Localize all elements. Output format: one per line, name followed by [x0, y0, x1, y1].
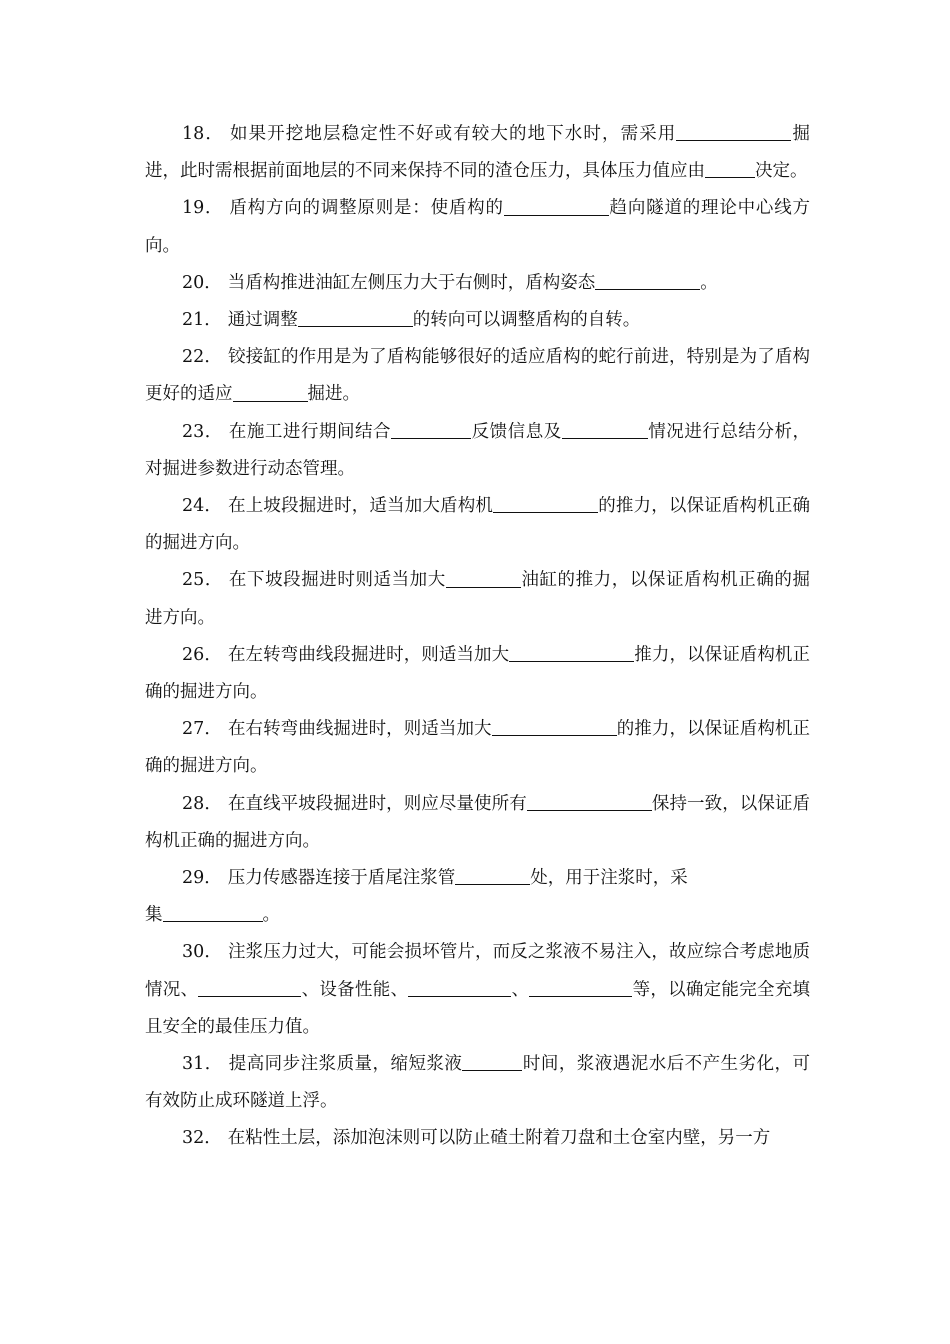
question-18 [145, 116, 810, 190]
question-text: 如果开挖地层稳定性不好或有较大的地下水时，需采用 [229, 124, 677, 144]
question-text: 保持一致，以保证盾构机正确的掘进方向。 [145, 793, 811, 851]
question-23 [145, 414, 810, 488]
answer-blank [492, 718, 617, 737]
answer-blank [198, 978, 301, 997]
answer-blank [233, 383, 308, 402]
question-number: 22． [182, 347, 223, 368]
question-text: 处，用于注浆时，采 [530, 868, 688, 889]
answer-blank [408, 978, 511, 997]
answer-blank [163, 904, 263, 923]
question-text: 趋向隧道的理论中心线方向。 [145, 198, 810, 256]
question-number: 23． [182, 421, 223, 442]
question-26 [145, 637, 810, 711]
question-31 [145, 1046, 810, 1120]
question-number: 20． [182, 272, 222, 293]
question-text: 掘进。 [307, 384, 360, 405]
question-28 [145, 786, 810, 860]
answer-blank [462, 1053, 522, 1072]
question-text: 。 [262, 905, 280, 926]
question-number: 31． [182, 1054, 223, 1075]
question-text: 的推力，以保证盾构机正确的掘进方向。 [145, 719, 810, 777]
question-number: 24． [182, 496, 223, 517]
question-number: 19． [182, 198, 224, 219]
question-number: 18． [182, 124, 224, 144]
question-text: 等，以确定能完全充填且安全的最佳压力值。 [145, 979, 811, 1037]
question-number: 21． [182, 310, 222, 331]
question-text: 在上坡段掘进时，适当加大盾构机 [228, 496, 494, 517]
question-text: 反馈信息及 [471, 421, 562, 442]
question-number: 30． [182, 942, 223, 963]
question-number: 26． [182, 644, 222, 665]
question-text: 在粘性土层，添加泡沫则可以防止碴土附着刀盘和土仓室内壁，另一方 [227, 1128, 771, 1149]
answer-blank [446, 569, 521, 588]
question-32 [145, 1120, 810, 1157]
answer-blank [562, 420, 648, 439]
question-text: 情况进行总结分析，对掘进参数进行动态管理。 [145, 421, 810, 479]
question-number: 27． [182, 719, 222, 740]
question-text: 通过调整 [227, 310, 298, 331]
question-30 [145, 934, 810, 1046]
answer-blank [676, 123, 791, 142]
question-number: 25． [182, 570, 223, 591]
question-text: 在下坡段掘进时则适当加大 [228, 570, 446, 591]
question-text: 盾构方向的调整原则是：使盾构的 [229, 198, 504, 219]
answer-blank [529, 978, 632, 997]
question-text: 在直线平坡段掘进时，则应尽量使所有 [227, 793, 527, 814]
question-text: 时间，浆液遇泥水后不产生劣化，可有效防止成环隧道上浮。 [145, 1054, 810, 1112]
question-text: 在右转弯曲线掘进时，则适当加大 [227, 719, 492, 740]
question-text: 集 [145, 905, 163, 926]
question-text: 油缸的推力，以保证盾构机正确的掘进方向。 [145, 570, 810, 628]
question-text: 、设备性能、 [301, 979, 409, 1000]
question-text: 提高同步注浆质量，缩短浆液 [228, 1054, 463, 1075]
question-text: 在左转弯曲线段掘进时，则适当加大 [227, 644, 510, 665]
question-text: 掘进，此时需根据前面地层的不同来保持不同的渣仓压力，具体压力值应由 [145, 124, 811, 182]
answer-blank [493, 495, 598, 514]
answer-blank [595, 271, 700, 290]
question-text: 决定。 [755, 161, 808, 182]
document-page [145, 116, 810, 1158]
question-24 [145, 488, 810, 562]
question-text: 当盾构推进油缸左侧压力大于右侧时，盾构姿态 [227, 272, 596, 293]
question-text: 。 [700, 272, 718, 293]
answer-blank [455, 867, 530, 886]
question-22 [145, 339, 810, 413]
answer-blank [705, 160, 755, 179]
question-text: 铰接缸的作用是为了盾构能够很好的适应盾构的蛇行前进，特别是为了盾构更好的适应 [145, 347, 810, 405]
question-number: 32． [182, 1128, 222, 1149]
answer-blank [509, 643, 634, 662]
answer-blank [391, 420, 471, 439]
question-number: 28． [182, 793, 222, 814]
question-19 [145, 190, 810, 264]
question-text: 注浆压力过大，可能会损坏管片，而反之浆液不易注入，故应综合考虑地质情况、 [145, 942, 810, 1000]
answer-blank [504, 197, 609, 216]
question-20 [145, 265, 810, 302]
question-text: 、 [511, 979, 530, 1000]
answer-blank [527, 792, 652, 811]
question-text: 压力传感器连接于盾尾注浆管 [227, 868, 456, 889]
question-text: 在施工进行期间结合 [228, 421, 392, 442]
question-text: 推力，以保证盾构机正确的掘进方向。 [145, 644, 811, 703]
question-21 [145, 302, 810, 339]
answer-blank [298, 309, 413, 328]
question-29 [145, 860, 810, 934]
question-text: 的推力，以保证盾构机正确的掘进方向。 [145, 496, 810, 554]
question-text: 的转向可以调整盾构的自转。 [412, 310, 641, 331]
question-27 [145, 711, 810, 785]
question-25 [145, 562, 810, 636]
question-number: 29． [182, 868, 222, 889]
